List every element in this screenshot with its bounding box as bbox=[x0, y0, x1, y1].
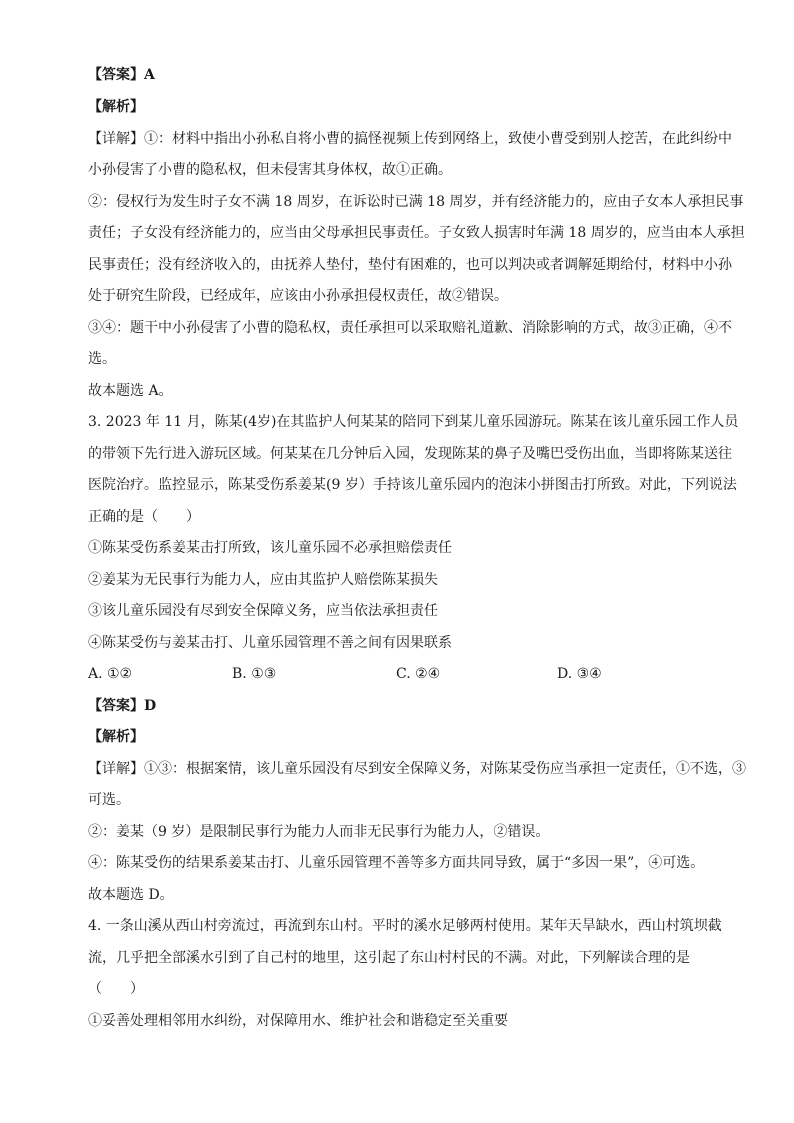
q2-answer: 【答案】A bbox=[88, 67, 155, 83]
q4-stem-line: 4. 一条山溪从西山村旁流过，再流到东山村。平时的溪水足够两村使用。某年天旱缺水，西山村筑坝截 bbox=[88, 918, 722, 934]
q4-stem-line: 流，几乎把全部溪水引到了自己村的地里，这引起了东山村村民的不满。对此，下列解读合理的是 bbox=[88, 950, 690, 966]
q2-conclusion: 故本题选 A。 bbox=[88, 383, 173, 399]
q3-option-b: B. ①③ bbox=[232, 666, 277, 682]
q2-detail-line: 民事责任；没有经济收入的，由抚养人垫付，垫付有困难的，也可以判决或者调解延期给付，材料中小孙 bbox=[88, 257, 732, 273]
q3-statement: ①陈某受伤系姜某击打所致，该儿童乐园不必承担赔偿责任 bbox=[88, 540, 452, 556]
q2-detail-line: 小孙侵害了小曹的隐私权，但未侵害其身体权，故①正确。 bbox=[88, 162, 452, 178]
q3-detail-line: 【详解】①③：根据案情，该儿童乐园没有尽到安全保障义务，对陈某受伤应当承担一定责任，①不选，③ bbox=[88, 761, 746, 777]
q2-detail-line: ③④：题干中小孙侵害了小曹的隐私权，责任承担可以采取赔礼道歉、消除影响的方式，故③正确，④不 bbox=[88, 320, 732, 336]
q3-stem-line: 的带领下先行进入游玩区域。何某某在几分钟后入园，发现陈某的鼻子及嘴巴受伤出血，当即将陈某送往 bbox=[88, 446, 732, 462]
q3-answer: 【答案】D bbox=[88, 698, 157, 714]
q4-stem-line: （ ） bbox=[88, 981, 144, 997]
q3-stem-line: 正确的是（ ） bbox=[88, 509, 200, 525]
q3-stem-line: 医院治疗。监控显示，陈某受伤系姜某(9 岁）手持该儿童乐园内的泡沫小拼图击打所致。对此，下列说法 bbox=[88, 477, 737, 493]
q3-option-a: A. ①② bbox=[88, 666, 133, 682]
q2-detail-line: 处于研究生阶段，已经成年，应该由小孙承担侵权责任，故②错误。 bbox=[88, 288, 508, 304]
q3-detail-line: 可选。 bbox=[88, 792, 130, 808]
q3-statement: ④陈某受伤与姜某击打、儿童乐园管理不善之间有因果联系 bbox=[88, 635, 452, 651]
q3-option-d: D. ③④ bbox=[557, 666, 602, 682]
q2-detail-line: ②：侵权行为发生时子女不满 18 周岁，在诉讼时已满 18 周岁，并有经济能力的，应由子女本人承担民事 bbox=[88, 194, 744, 210]
q3-statement: ③该儿童乐园没有尽到安全保障义务，应当依法承担责任 bbox=[88, 603, 438, 619]
q3-statement: ②姜某为无民事行为能力人，应由其监护人赔偿陈某损失 bbox=[88, 572, 438, 588]
q2-detail-line: 责任；子女没有经济能力的，应当由父母承担民事责任。子女致人损害时年满 18 周岁的，应当由本人承担 bbox=[88, 225, 745, 241]
q2-analysis-heading: 【解析】 bbox=[88, 99, 144, 115]
q3-analysis-heading: 【解析】 bbox=[88, 729, 144, 745]
q3-detail-line: ④：陈某受伤的结果系姜某击打、儿童乐园管理不善等多方面共同导致，属于“多因一果”，④可选。 bbox=[88, 855, 705, 871]
q3-stem-line: 3. 2023 年 11 月，陈某(4岁)在其监护人何某某的陪同下到某儿童乐园游玩。陈某在该儿童乐园工作人员 bbox=[88, 414, 739, 430]
q3-option-c: C. ②④ bbox=[396, 666, 441, 682]
q4-statement: ①妥善处理相邻用水纠纷，对保障用水、维护社会和谐稳定至关重要 bbox=[88, 1013, 508, 1029]
q2-detail-line: 选。 bbox=[88, 351, 116, 367]
q2-detail-line: 【详解】①：材料中指出小孙私自将小曹的搞怪视频上传到网络上，致使小曹受到别人挖苦，在此纠纷中 bbox=[88, 131, 732, 147]
q3-conclusion: 故本题选 D。 bbox=[88, 887, 174, 903]
q3-detail-line: ②：姜某（9 岁）是限制民事行为能力人而非无民事行为能力人，②错误。 bbox=[88, 824, 550, 840]
